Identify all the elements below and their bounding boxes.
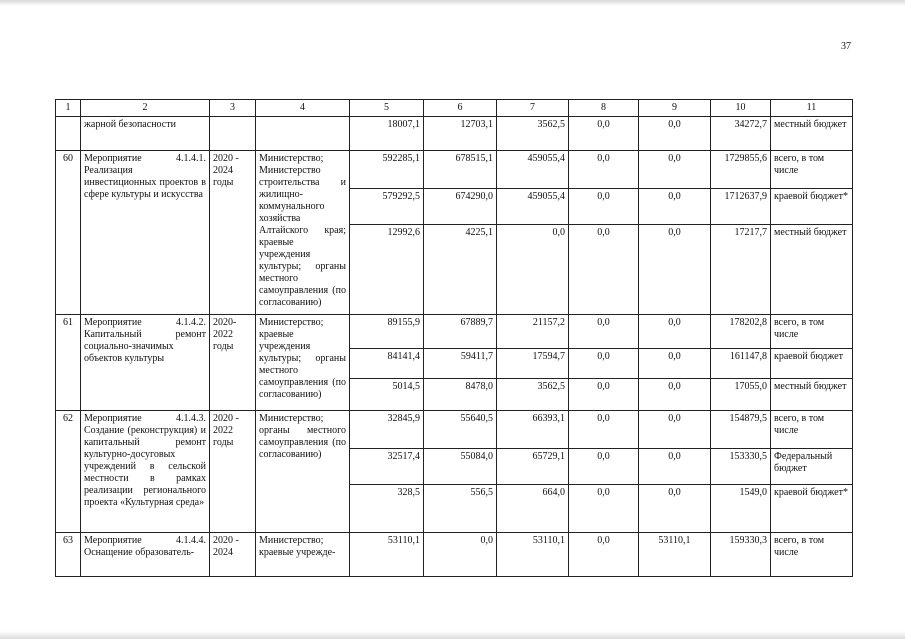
value-cell: 55084,0 xyxy=(424,449,497,485)
value-cell: 3562,5 xyxy=(497,379,569,411)
value-cell: 0,0 xyxy=(639,225,711,315)
value-cell: 0,0 xyxy=(569,117,639,151)
activity-name-cell: Мероприятие 4.1.4.4. Оснащение образователь- xyxy=(81,533,210,577)
value-cell: 0,0 xyxy=(639,151,711,189)
value-cell: 0,0 xyxy=(424,533,497,577)
continuation-row xyxy=(56,117,853,151)
row-number-cell: 60 xyxy=(56,151,81,315)
value-cell: 0,0 xyxy=(639,117,711,151)
value-cell: 5014,5 xyxy=(350,379,424,411)
value-cell: 17217,7 xyxy=(711,225,771,315)
table-row xyxy=(56,533,853,577)
column-header: 7 xyxy=(497,100,569,117)
value-cell: 1712637,9 xyxy=(711,189,771,225)
value-cell: 0,0 xyxy=(569,533,639,577)
row-number-cell xyxy=(56,117,81,151)
value-cell: 154879,5 xyxy=(711,411,771,449)
value-cell: 1729855,6 xyxy=(711,151,771,189)
value-cell: 459055,4 xyxy=(497,189,569,225)
value-cell: 0,0 xyxy=(569,449,639,485)
value-cell: 3562,5 xyxy=(497,117,569,151)
row-number-cell: 61 xyxy=(56,315,81,411)
value-cell: 59411,7 xyxy=(424,349,497,379)
value-cell: 159330,3 xyxy=(711,533,771,577)
scan-edge-bottom xyxy=(0,631,905,639)
value-cell: 12703,1 xyxy=(424,117,497,151)
value-cell: 153330,5 xyxy=(711,449,771,485)
value-cell: 579292,5 xyxy=(350,189,424,225)
executors-cell: Министерство; краевые учрежде- xyxy=(256,533,350,577)
value-cell: 18007,1 xyxy=(350,117,424,151)
value-cell: 664,0 xyxy=(497,485,569,533)
value-cell: 65729,1 xyxy=(497,449,569,485)
value-cell: 0,0 xyxy=(569,225,639,315)
value-cell: 0,0 xyxy=(569,349,639,379)
source-cell: всего, в том числе xyxy=(771,411,853,449)
value-cell: 8478,0 xyxy=(424,379,497,411)
value-cell: 0,0 xyxy=(639,379,711,411)
column-header: 5 xyxy=(350,100,424,117)
value-cell: 12992,6 xyxy=(350,225,424,315)
column-header: 8 xyxy=(569,100,639,117)
value-cell: 0,0 xyxy=(639,449,711,485)
value-cell: 21157,2 xyxy=(497,315,569,349)
value-cell: 84141,4 xyxy=(350,349,424,379)
source-cell: местный бюджет xyxy=(771,117,853,151)
budget-table xyxy=(55,99,853,577)
activity-name-cell: Мероприятие 4.1.4.1. Реализация инвестиционных проектов в сфере культуры и искусства xyxy=(81,151,210,315)
source-cell: краевой бюджет* xyxy=(771,189,853,225)
value-cell: 0,0 xyxy=(639,189,711,225)
value-cell: 32517,4 xyxy=(350,449,424,485)
value-cell: 678515,1 xyxy=(424,151,497,189)
value-cell: 17055,0 xyxy=(711,379,771,411)
page-number: 37 xyxy=(841,41,851,52)
value-cell: 328,5 xyxy=(350,485,424,533)
value-cell: 67889,7 xyxy=(424,315,497,349)
header-row xyxy=(56,100,853,117)
value-cell: 34272,7 xyxy=(711,117,771,151)
value-cell: 178202,8 xyxy=(711,315,771,349)
column-header: 1 xyxy=(56,100,81,117)
executors-cell xyxy=(256,117,350,151)
activity-name-cell: жарной безопасности xyxy=(81,117,210,151)
source-cell: краевой бюджет xyxy=(771,349,853,379)
years-cell xyxy=(210,117,256,151)
value-cell: 1549,0 xyxy=(711,485,771,533)
source-cell: местный бюджет xyxy=(771,379,853,411)
column-header: 2 xyxy=(81,100,210,117)
executors-cell: Министерство; Министерство строительства и жилищно-коммунального хозяйства Алтайского края; краевые учреждения культуры; органы местного самоуправления (по согласованию) xyxy=(256,151,350,315)
value-cell: 32845,9 xyxy=(350,411,424,449)
value-cell: 0,0 xyxy=(569,151,639,189)
value-cell: 53110,1 xyxy=(497,533,569,577)
value-cell: 0,0 xyxy=(639,411,711,449)
column-header: 4 xyxy=(256,100,350,117)
value-cell: 556,5 xyxy=(424,485,497,533)
source-cell: Федеральный бюджет xyxy=(771,449,853,485)
source-cell: местный бюджет xyxy=(771,225,853,315)
activity-name-cell: Мероприятие 4.1.4.3. Создание (реконструкция) и капитальный ремонт культурно-досуговых учреждений в сельской местности в рамках реализации регионального проекта «Культурная среда» xyxy=(81,411,210,533)
value-cell: 4225,1 xyxy=(424,225,497,315)
value-cell: 53110,1 xyxy=(639,533,711,577)
years-cell: 2020- 2022 годы xyxy=(210,315,256,411)
activity-name-cell: Мероприятие 4.1.4.2. Капитальный ремонт социально-значимых объектов культуры xyxy=(81,315,210,411)
value-cell: 161147,8 xyxy=(711,349,771,379)
source-cell: всего, в том числе xyxy=(771,533,853,577)
scan-edge-top xyxy=(0,0,905,6)
value-cell: 592285,1 xyxy=(350,151,424,189)
source-cell: всего, в том числе xyxy=(771,151,853,189)
value-cell: 55640,5 xyxy=(424,411,497,449)
value-cell: 89155,9 xyxy=(350,315,424,349)
years-cell: 2020 - 2024 годы xyxy=(210,151,256,315)
source-cell: всего, в том числе xyxy=(771,315,853,349)
value-cell: 0,0 xyxy=(569,189,639,225)
value-cell: 0,0 xyxy=(569,411,639,449)
table-row xyxy=(56,151,853,189)
value-cell: 0,0 xyxy=(639,485,711,533)
column-header: 9 xyxy=(639,100,711,117)
value-cell: 674290,0 xyxy=(424,189,497,225)
executors-cell: Министерство; органы местного самоуправления (по согласованию) xyxy=(256,411,350,533)
column-header: 11 xyxy=(771,100,853,117)
row-number-cell: 62 xyxy=(56,411,81,533)
column-header: 6 xyxy=(424,100,497,117)
column-header: 3 xyxy=(210,100,256,117)
value-cell: 0,0 xyxy=(569,379,639,411)
executors-cell: Министерство; краевые учреждения культуры; органы местного самоуправления (по согласованию) xyxy=(256,315,350,411)
value-cell: 0,0 xyxy=(569,315,639,349)
row-number-cell: 63 xyxy=(56,533,81,577)
value-cell: 0,0 xyxy=(569,485,639,533)
table-row xyxy=(56,315,853,349)
years-cell: 2020 - 2022 годы xyxy=(210,411,256,533)
years-cell: 2020 - 2024 xyxy=(210,533,256,577)
table-row xyxy=(56,411,853,449)
value-cell: 459055,4 xyxy=(497,151,569,189)
value-cell: 0,0 xyxy=(639,315,711,349)
value-cell: 0,0 xyxy=(497,225,569,315)
value-cell: 17594,7 xyxy=(497,349,569,379)
column-header: 10 xyxy=(711,100,771,117)
value-cell: 53110,1 xyxy=(350,533,424,577)
value-cell: 66393,1 xyxy=(497,411,569,449)
source-cell: краевой бюджет* xyxy=(771,485,853,533)
value-cell: 0,0 xyxy=(639,349,711,379)
